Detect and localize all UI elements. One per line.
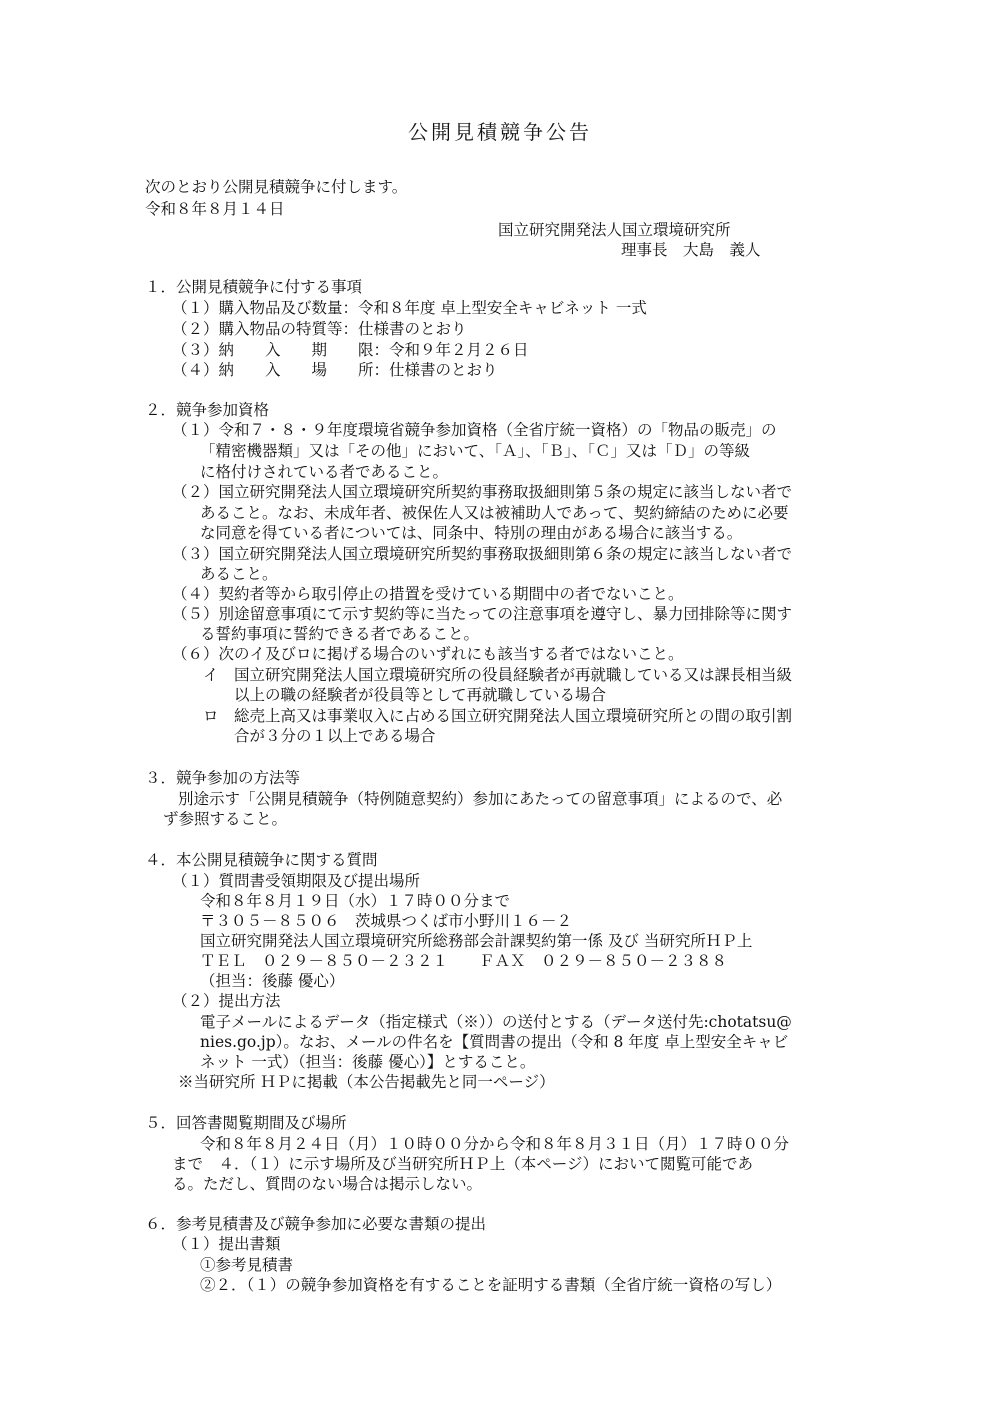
section-1-heading: １．公開見積競争に付する事項 [145,278,363,296]
s2-line: 合が３分の１以上である場合 [234,727,436,745]
s6-line: ①参考見積書 [200,1256,294,1274]
s1-item: （４）納 入 場 所：仕様書のとおり [172,361,498,379]
s1-item: （２）購入物品の特質等：仕様書のとおり [172,320,467,338]
s4-line: ネット 一式）（担当：後藤 優心）】とすること。 [200,1053,536,1071]
s2-line: に格付けされている者であること。 [200,463,449,481]
section-2-heading: ２．競争参加資格 [145,401,270,419]
s2-line: イ 国立研究開発法人国立環境研究所の役員経験者が再就職している又は課長相当級 [203,666,793,684]
section-4-heading: ４．本公開見積競争に関する質問 [145,851,378,869]
intro-statement: 次のとおり公開見積競争に付します。 [145,178,408,196]
s2-line: あること。なお、未成年者、被保佐人又は被補助人であって、契約締結のために必要 [200,504,789,522]
issuer-signatory: 理事長 大島 義人 [621,241,761,259]
s6-line: （１）提出書類 [172,1235,281,1253]
s2-line: な同意を得ている者については、同条中、特別の理由がある場合に該当する。 [200,524,743,542]
s4-line: （担当：後藤 優心） [200,972,345,990]
s4-line: 〒３０５－８５０６ 茨城県つくば市小野川１６－２ [200,912,573,930]
issuer-organization: 国立研究開発法人国立環境研究所 [498,221,731,239]
section-3-heading: ３．競争参加の方法等 [145,769,301,787]
s2-line: （３）国立研究開発法人国立環境研究所契約事務取扱細則第６条の規定に該当しない者で [172,545,793,563]
s6-line: ②２．（１）の競争参加資格を有することを証明する書類（全省庁統一資格の写し） [200,1276,782,1294]
s2-line: （６）次のイ及びロに掲げる場合のいずれにも該当する者ではないこと。 [172,645,684,663]
s2-line: ロ 総売上高又は事業収入に占める国立研究開発法人国立環境研究所との間の取引割 [203,707,793,725]
s4-line: （２）提出方法 [172,992,281,1010]
s5-line: まで ４．（１）に示す場所及び当研究所ＨＰ上（本ページ）において閲覧可能であ [172,1155,753,1173]
s2-line: （５）別途留意事項にて示す契約等に当たっての注意事項を遵守し、暴力団排除等に関す [172,605,793,623]
s4-line: 国立研究開発法人国立環境研究所総務部会計課契約第一係 及び 当研究所ＨＰ上 [200,932,753,950]
s5-line: る。ただし、質問のない場合は掲示しない。 [172,1175,483,1193]
s2-line: （１）令和７・８・９年度環境省競争参加資格（全省庁統一資格）の「物品の販売」の [172,421,777,439]
s3-line: 別途示す「公開見積競争（特例随意契約）参加にあたっての留意事項」によるので、必 [178,790,783,808]
s2-line: る誓約事項に誓約できる者であること。 [200,625,480,643]
s5-line: 令和８年８月２４日（月）１０時００分から令和８年８月３１日（月）１７時００分 [200,1135,790,1153]
s2-line: （４）契約者等から取引停止の措置を受けている期間中の者でないこと。 [172,585,684,603]
s4-line: nies.go.jp）。なお、メールの件名を【質問書の提出（令和 8 年度 卓上型安全キャビ [200,1033,789,1051]
s3-line: ず参照すること。 [163,810,288,828]
s1-item: （１）購入物品及び数量：令和８年度 卓上型安全キャビネット 一式 [172,299,647,317]
section-6-heading: ６．参考見積書及び競争参加に必要な書類の提出 [145,1215,487,1233]
s4-line: （１）質問書受領期限及び提出場所 [172,872,421,890]
document-title: 公開見積競争公告 [408,120,592,144]
s4-line: 電子メールによるデータ（指定様式（※））の送付とする（データ送付先:chotatsu@ [200,1013,792,1031]
s1-item: （３）納 入 期 限：令和９年２月２６日 [172,341,529,359]
s4-line: ＴＥＬ ０２９－８５０－２３２１ ＦＡＸ ０２９－８５０－２３８８ [200,952,728,970]
s2-line: あること。 [200,565,278,583]
s4-line: 令和８年８月１９日（水）１７時００分まで [200,892,511,910]
notice-date: 令和８年８月１４日 [145,200,285,218]
s2-line: 以上の職の経験者が役員等として再就職している場合 [234,686,607,704]
section-5-heading: ５．回答書閲覧期間及び場所 [145,1114,347,1132]
s2-line: 「精密機器類」又は「その他」において、「Ａ」、「Ｂ」、「Ｃ」又は「Ｄ」の等級 [200,442,750,460]
s2-line: （２）国立研究開発法人国立環境研究所契約事務取扱細則第５条の規定に該当しない者で [172,483,793,501]
s4-line: ※当研究所 ＨＰに掲載（本公告掲載先と同一ページ） [178,1073,555,1091]
